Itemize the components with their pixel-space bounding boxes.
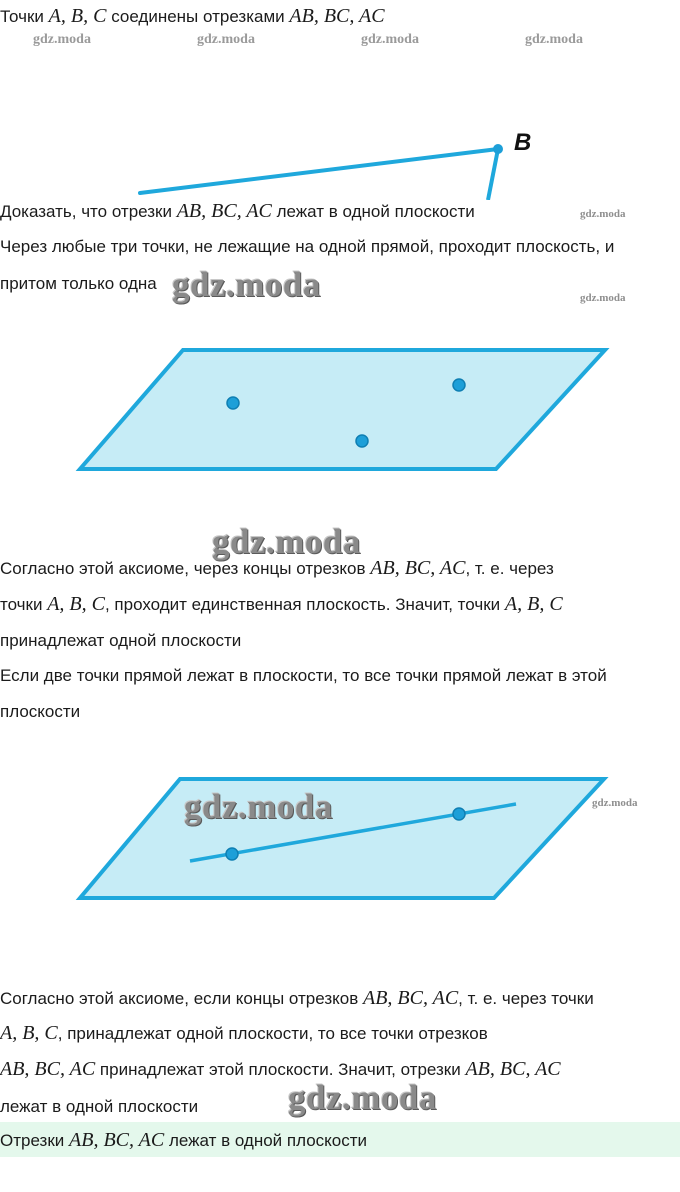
answer-line <box>0 1129 367 1152</box>
triangle-figure <box>0 120 680 200</box>
watermark: gdz.moda <box>580 208 626 220</box>
step2-l1b: , т. е. через точки <box>458 989 594 1008</box>
point-1 <box>226 848 238 860</box>
step1-line3: принадлежат одной плоскости <box>0 631 242 650</box>
step2-l3b: принадлежат этой плоскости. Значит, отрезки <box>99 1060 461 1079</box>
step2-l2m: A, B, C <box>0 1022 58 1044</box>
given-line <box>0 5 385 28</box>
step1-l2a: точки <box>0 595 43 614</box>
step1-line1 <box>0 557 554 580</box>
step1-l1b: , т. е. через <box>465 559 554 578</box>
step2-line3 <box>0 1058 561 1081</box>
segment-ab <box>140 149 498 193</box>
point-b-label: B <box>514 129 532 156</box>
step2-line2 <box>0 1022 488 1045</box>
plane <box>80 350 605 469</box>
step1-l1a: Согласно этой аксиоме, через концы отрезков <box>0 559 366 578</box>
prove-text: Доказать, что отрезки <box>0 202 172 221</box>
point-a <box>227 397 239 409</box>
axiom1-line2: притом только одна <box>0 274 157 293</box>
axiom2-line1: Если две точки прямой лежат в плоскости, то все точки прямой лежат в этой <box>0 666 607 685</box>
step1-l1m: AB, BC, AC <box>370 557 466 579</box>
watermark: gdz.moda <box>592 797 638 809</box>
watermark: gdz.moda <box>212 522 361 561</box>
watermark: gdz.moda <box>525 32 583 47</box>
plane <box>80 779 604 898</box>
watermark: gdz.moda <box>580 292 626 304</box>
point-b <box>453 379 465 391</box>
segment-bc <box>488 149 498 200</box>
given-text: Точки <box>0 7 44 26</box>
answer-text: Отрезки <box>0 1131 65 1150</box>
axiom1-line1: Через любые три точки, не лежащие на одной прямой, проходит плоскость, и <box>0 237 615 256</box>
answer-after: лежат в одной плоскости <box>168 1131 368 1150</box>
step2-l3m1: AB, BC, AC <box>0 1058 96 1080</box>
answer-box <box>0 1122 680 1157</box>
step1-l2m1: A, B, C <box>47 593 105 615</box>
step2-l1m: AB, BC, AC <box>362 987 459 1009</box>
given-middle: соединены отрезками <box>111 7 285 26</box>
step2-line4: лежат в одной плоскости <box>0 1097 199 1116</box>
step1-l2b: , проходит единственная плоскость. Значит, точки <box>104 595 501 614</box>
point-b <box>493 144 503 154</box>
step2-line1 <box>0 987 594 1010</box>
prove-line <box>0 200 475 223</box>
watermark: gdz.moda <box>197 32 255 47</box>
watermark: gdz.moda <box>288 1078 437 1117</box>
step2-l3m2: AB, BC, AC <box>465 1058 561 1080</box>
step1-line2 <box>0 593 563 616</box>
answer-segments: AB, BC, AC <box>69 1129 165 1151</box>
given-points: A, B, C <box>48 5 107 27</box>
axiom2-line2: плоскости <box>0 702 81 721</box>
watermark: gdz.moda <box>172 265 321 304</box>
watermark: gdz.moda <box>361 32 419 47</box>
watermark: gdz.moda <box>33 32 91 47</box>
prove-after: лежат в одной плоскости <box>276 202 475 221</box>
step2-l1a: Согласно этой аксиоме, если концы отрезков <box>0 989 359 1008</box>
plane-line-figure <box>0 772 680 902</box>
plane-three-points-figure <box>0 340 680 490</box>
prove-segments: AB, BC, AC <box>176 200 272 222</box>
point-c <box>356 435 368 447</box>
step1-l2m2: A, B, C <box>504 593 563 615</box>
watermark: gdz.moda <box>184 787 333 826</box>
step2-l2b: , принадлежат одной плоскости, то все точки отрезков <box>57 1024 488 1043</box>
point-2 <box>453 808 465 820</box>
given-segments: AB, BC, AC <box>289 5 385 27</box>
